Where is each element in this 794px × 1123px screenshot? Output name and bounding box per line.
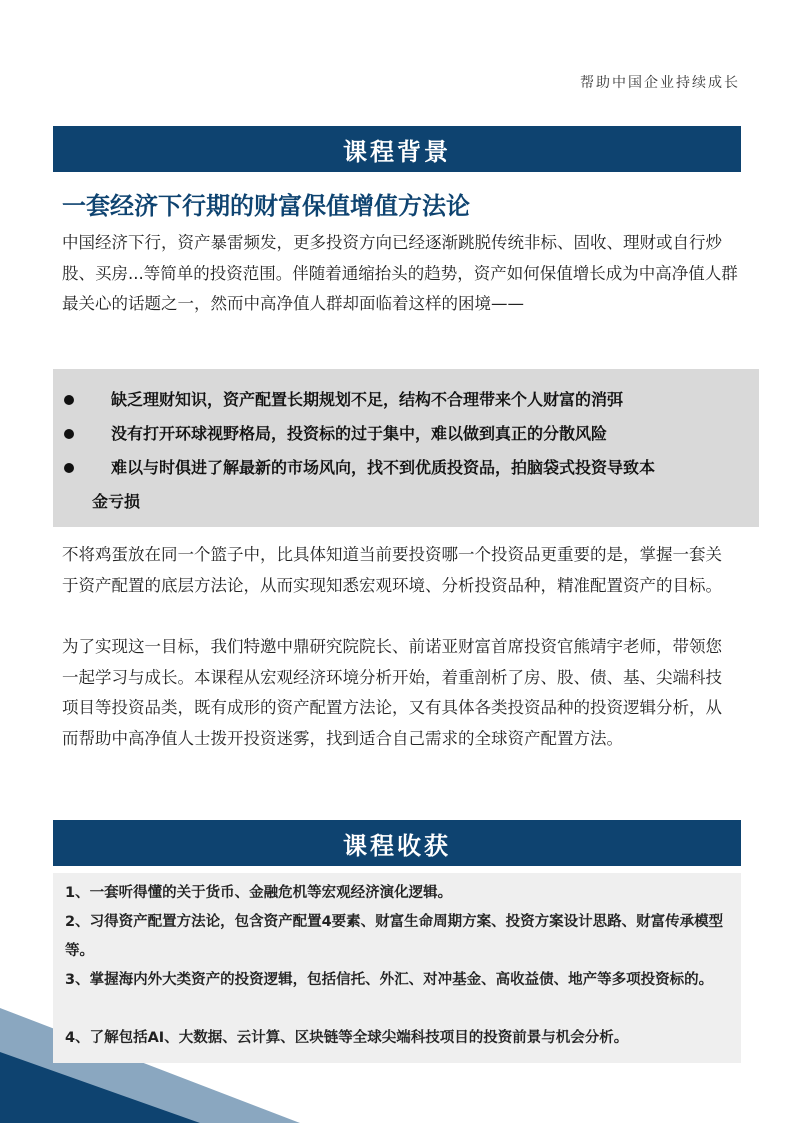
course-gains-box (53, 873, 741, 1063)
pain-point-text: 缺乏理财知识，资产配置长期规划不足，结构不合理带来个人财富的消弭 (111, 390, 624, 409)
pain-point-item (53, 417, 759, 451)
course-gains-title: 课程收获 (343, 831, 451, 860)
gain-item: 4、了解包括AI、大数据、云计算、区块链等全球尖端科技项目的投资前景与机会分析。 (65, 1030, 629, 1046)
course-subtitle: 一套经济下行期的财富保值增值方法论 (62, 192, 470, 220)
gain-item: 3、掌握海内外大类资产的投资逻辑，包括信托、外汇、对冲基金、高收益债、地产等多项投资标的。 (65, 972, 714, 988)
intro-paragraph: 中国经济下行，资产暴雷频发，更多投资方向已经逐渐跳脱传统非标、固收、理财或自行炒股、买房...等简单的投资范围。伴随着通缩抬头的趋势，资产如何保值增长成为中高净值人群最关心的话题之一，然而中高净值人群却面临着这样的困境—— (62, 233, 738, 313)
course-gains-heading (53, 820, 741, 866)
pain-point-item (53, 451, 759, 519)
header-tagline: 帮助中国企业持续成长 (580, 75, 740, 91)
course-background-title: 课程背景 (343, 137, 451, 166)
pain-points-box (53, 369, 759, 527)
bullet-icon (64, 395, 74, 405)
body-paragraph-2: 不将鸡蛋放在同一个篮子中，比具体知道当前要投资哪一个投资品更重要的是，掌握一套关于资产配置的底层方法论，从而实现知悉宏观环境、分析投资品种，精准配置资产的目标。 (62, 545, 722, 595)
bullet-icon (64, 463, 74, 473)
pain-point-line-continued: 金亏损 (92, 492, 141, 511)
pain-point-text: 没有打开环球视野格局，投资标的过于集中，难以做到真正的分散风险 (111, 424, 608, 443)
body-paragraph-3: 为了实现这一目标，我们特邀中鼎研究院院长、前诺亚财富首席投资官熊靖宇老师，带领您一起学习与成长。本课程从宏观经济环境分析开始，着重剖析了房、股、债、基、尖端科技项目等投资品类，既有成形的资产配置方法论，又有具体各类投资品种的投资逻辑分析，从而帮助中高净值人士拨开投资迷雾，找到适合自己需求的全球资产配置方法。 (62, 637, 722, 748)
gain-item: 2、习得资产配置方法论，包含资产配置4要素、财富生命周期方案、投资方案设计思路、财富传承模型等。 (65, 914, 724, 959)
course-background-heading (53, 126, 741, 172)
pain-point-item (53, 383, 759, 417)
gain-item: 1、一套听得懂的关于货币、金融危机等宏观经济演化逻辑。 (65, 885, 453, 901)
bullet-icon (64, 429, 74, 439)
pain-point-text (53, 451, 759, 519)
pain-point-line: 难以与时俱进了解最新的市场风向，找不到优质投资品，拍脑袋式投资导致本 (111, 458, 656, 477)
